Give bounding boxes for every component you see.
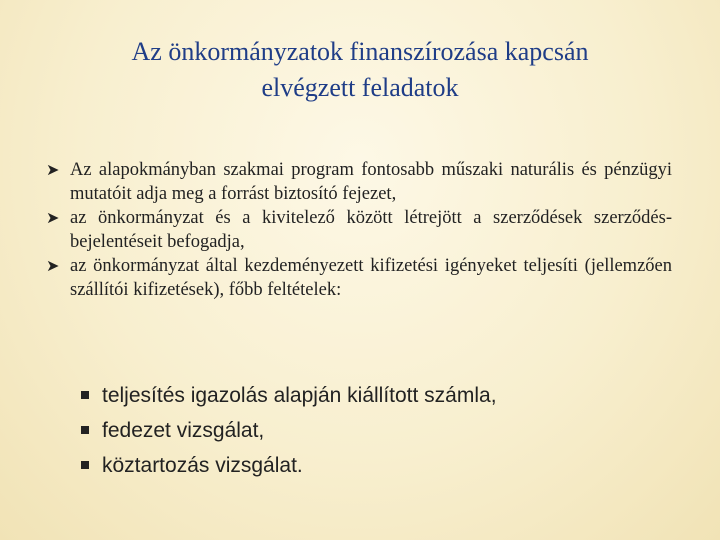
arrow-bullet-icon: ➤	[46, 256, 60, 275]
sub-bullet-text: fedezet vizsgálat,	[102, 419, 265, 442]
bullet-text: Az alapokmányban szakmai program fontosabb műszaki naturális és pénzügyi mutatóit adja meg a forrást biztosító fejezet,	[70, 160, 672, 204]
sub-bullet-item	[80, 448, 680, 483]
bullet-item	[46, 158, 672, 206]
bullet-item	[46, 254, 672, 302]
square-bullet-icon	[81, 461, 89, 469]
bullet-text: az önkormányzat által kezdeményezett kifizetési igényeket teljesíti (jellemzően szállítói kifizetések), főbb feltételek:	[70, 256, 672, 300]
slide-title-line-2: elvégzett feladatok	[261, 73, 459, 102]
square-bullet-icon	[81, 426, 89, 434]
sub-bullet-text: teljesítés igazolás alapján kiállított számla,	[102, 384, 497, 407]
slide-title-line-1: Az önkormányzatok finanszírozása kapcsán	[131, 37, 589, 66]
bullet-list	[46, 158, 672, 302]
bullet-item	[46, 206, 672, 254]
sub-bullet-item	[80, 378, 680, 413]
bullet-text: az önkormányzat és a kivitelező között létrejött a szerződések szerződés-bejelentéseit befogadja,	[70, 208, 672, 252]
arrow-bullet-icon: ➤	[46, 160, 60, 179]
arrow-bullet-icon: ➤	[46, 208, 60, 227]
sub-bullet-item	[80, 413, 680, 448]
slide-title	[30, 34, 690, 106]
square-bullet-icon	[81, 391, 89, 399]
sub-bullet-list	[80, 378, 680, 483]
sub-bullet-text: köztartozás vizsgálat.	[102, 454, 303, 477]
